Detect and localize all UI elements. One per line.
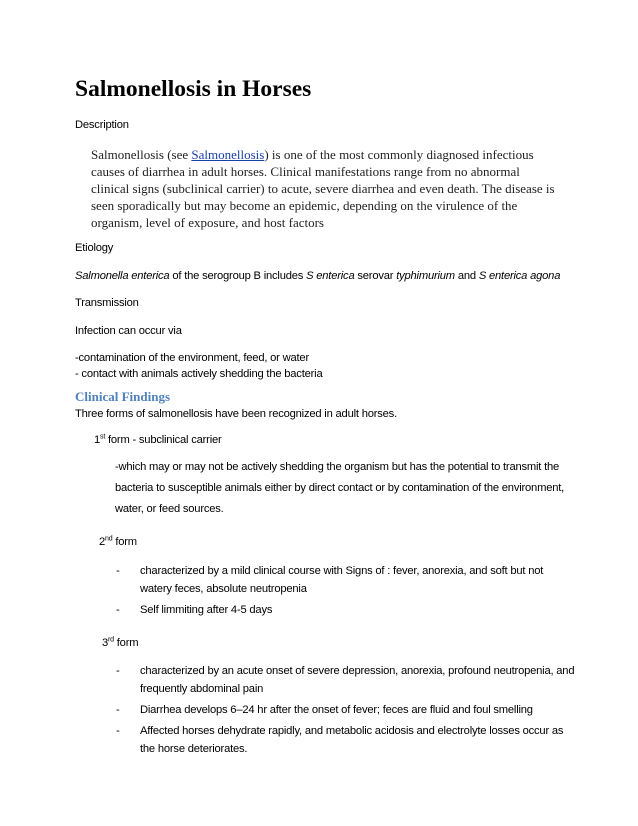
list-item [116,701,576,719]
form-3-number: 3 [102,637,109,649]
list-item-text: characterized by an acute onset of severe depression, anorexia, profound neutropenia, and frequently abdominal pain [140,665,575,695]
description-paragraph [91,146,561,231]
page-title: Salmonellosis in Horses [75,76,312,102]
list-item [116,662,576,698]
form-1-text: -which may or may not be actively shedding the organism but has the potential to transmit the bacteria to susceptible animals either by direct contact or by contamination of the environment, water, or feed sources. [115,461,565,515]
etiology-text [75,270,560,282]
clinical-findings-heading: Clinical Findings [75,389,170,404]
description-text-end: ) is one of the most commonly diagnosed infectious causes of diarrhea in adult horses. Clinical manifestations range from no abnormal clinical signs (subclinical carrier) to acute, severe diarrhea and even death. The disease is seen sporadically but may become an epidemic, depending on the virulence of the organism, level of exposure, and host factors [91,147,555,230]
form-2-heading [99,536,137,548]
bullet-dash: - [116,725,120,737]
list-item [116,562,576,598]
list-item-text: Self limmiting after 4-5 days [140,604,273,616]
form-3-ordinal: rd [108,636,114,644]
form-2-number: 2 [99,536,106,548]
list-item-text: Diarrhea develops 6–24 hr after the onset of fever; feces are fluid and foul smelling [140,704,533,716]
form-3-heading [102,637,138,649]
form-2-label: form [112,536,137,548]
form-3-bullet-list [116,662,576,761]
form-3-label: form [113,637,139,649]
transmission-line-2: - contact with animals actively shedding the bacteria [75,368,323,380]
form-1-label: form - subclinical carrier [105,434,222,446]
list-item [116,601,576,619]
bullet-dash: - [116,665,120,677]
form-1-heading [94,434,222,446]
transmission-line-1: -contamination of the environment, feed, or water [75,352,309,364]
bullet-dash: - [116,604,120,616]
form-1-ordinal: st [100,433,106,441]
transmission-label: Transmission [75,297,139,309]
etiology-text-2: serovar [354,270,397,282]
clinical-intro: Three forms of salmonellosis have been recognized in adult horses. [75,408,397,420]
description-label: Description [75,119,129,131]
form-2-ordinal: nd [105,535,113,543]
form-1-number: 1 [94,434,101,446]
etiology-label: Etiology [75,242,114,254]
list-item-text: Affected horses dehydrate rapidly, and metabolic acidosis and electrolyte losses occur as the horse deteriorates. [140,725,564,755]
organism-name: Salmonella enterica [75,270,170,282]
etiology-text-3: and [454,270,479,282]
salmonellosis-link[interactable]: Salmonellosis [191,147,265,162]
bullet-dash: - [116,704,120,716]
list-item-text: characterized by a mild clinical course with Signs of : fever, anorexia, and soft but not watery feces, absolute neutropenia [140,565,544,595]
s-enterica-name: S enterica [306,270,355,282]
transmission-intro: Infection can occur via [75,325,182,337]
s-enterica-agona-name: S enterica agona [478,270,561,282]
list-item [116,722,576,758]
form-2-bullet-list [116,562,576,622]
etiology-text-1: of the serogroup B includes [169,270,307,282]
bullet-dash: - [116,565,120,577]
typhimurium-name: typhimurium [396,270,455,282]
description-text-start: Salmonellosis (see [91,147,192,162]
